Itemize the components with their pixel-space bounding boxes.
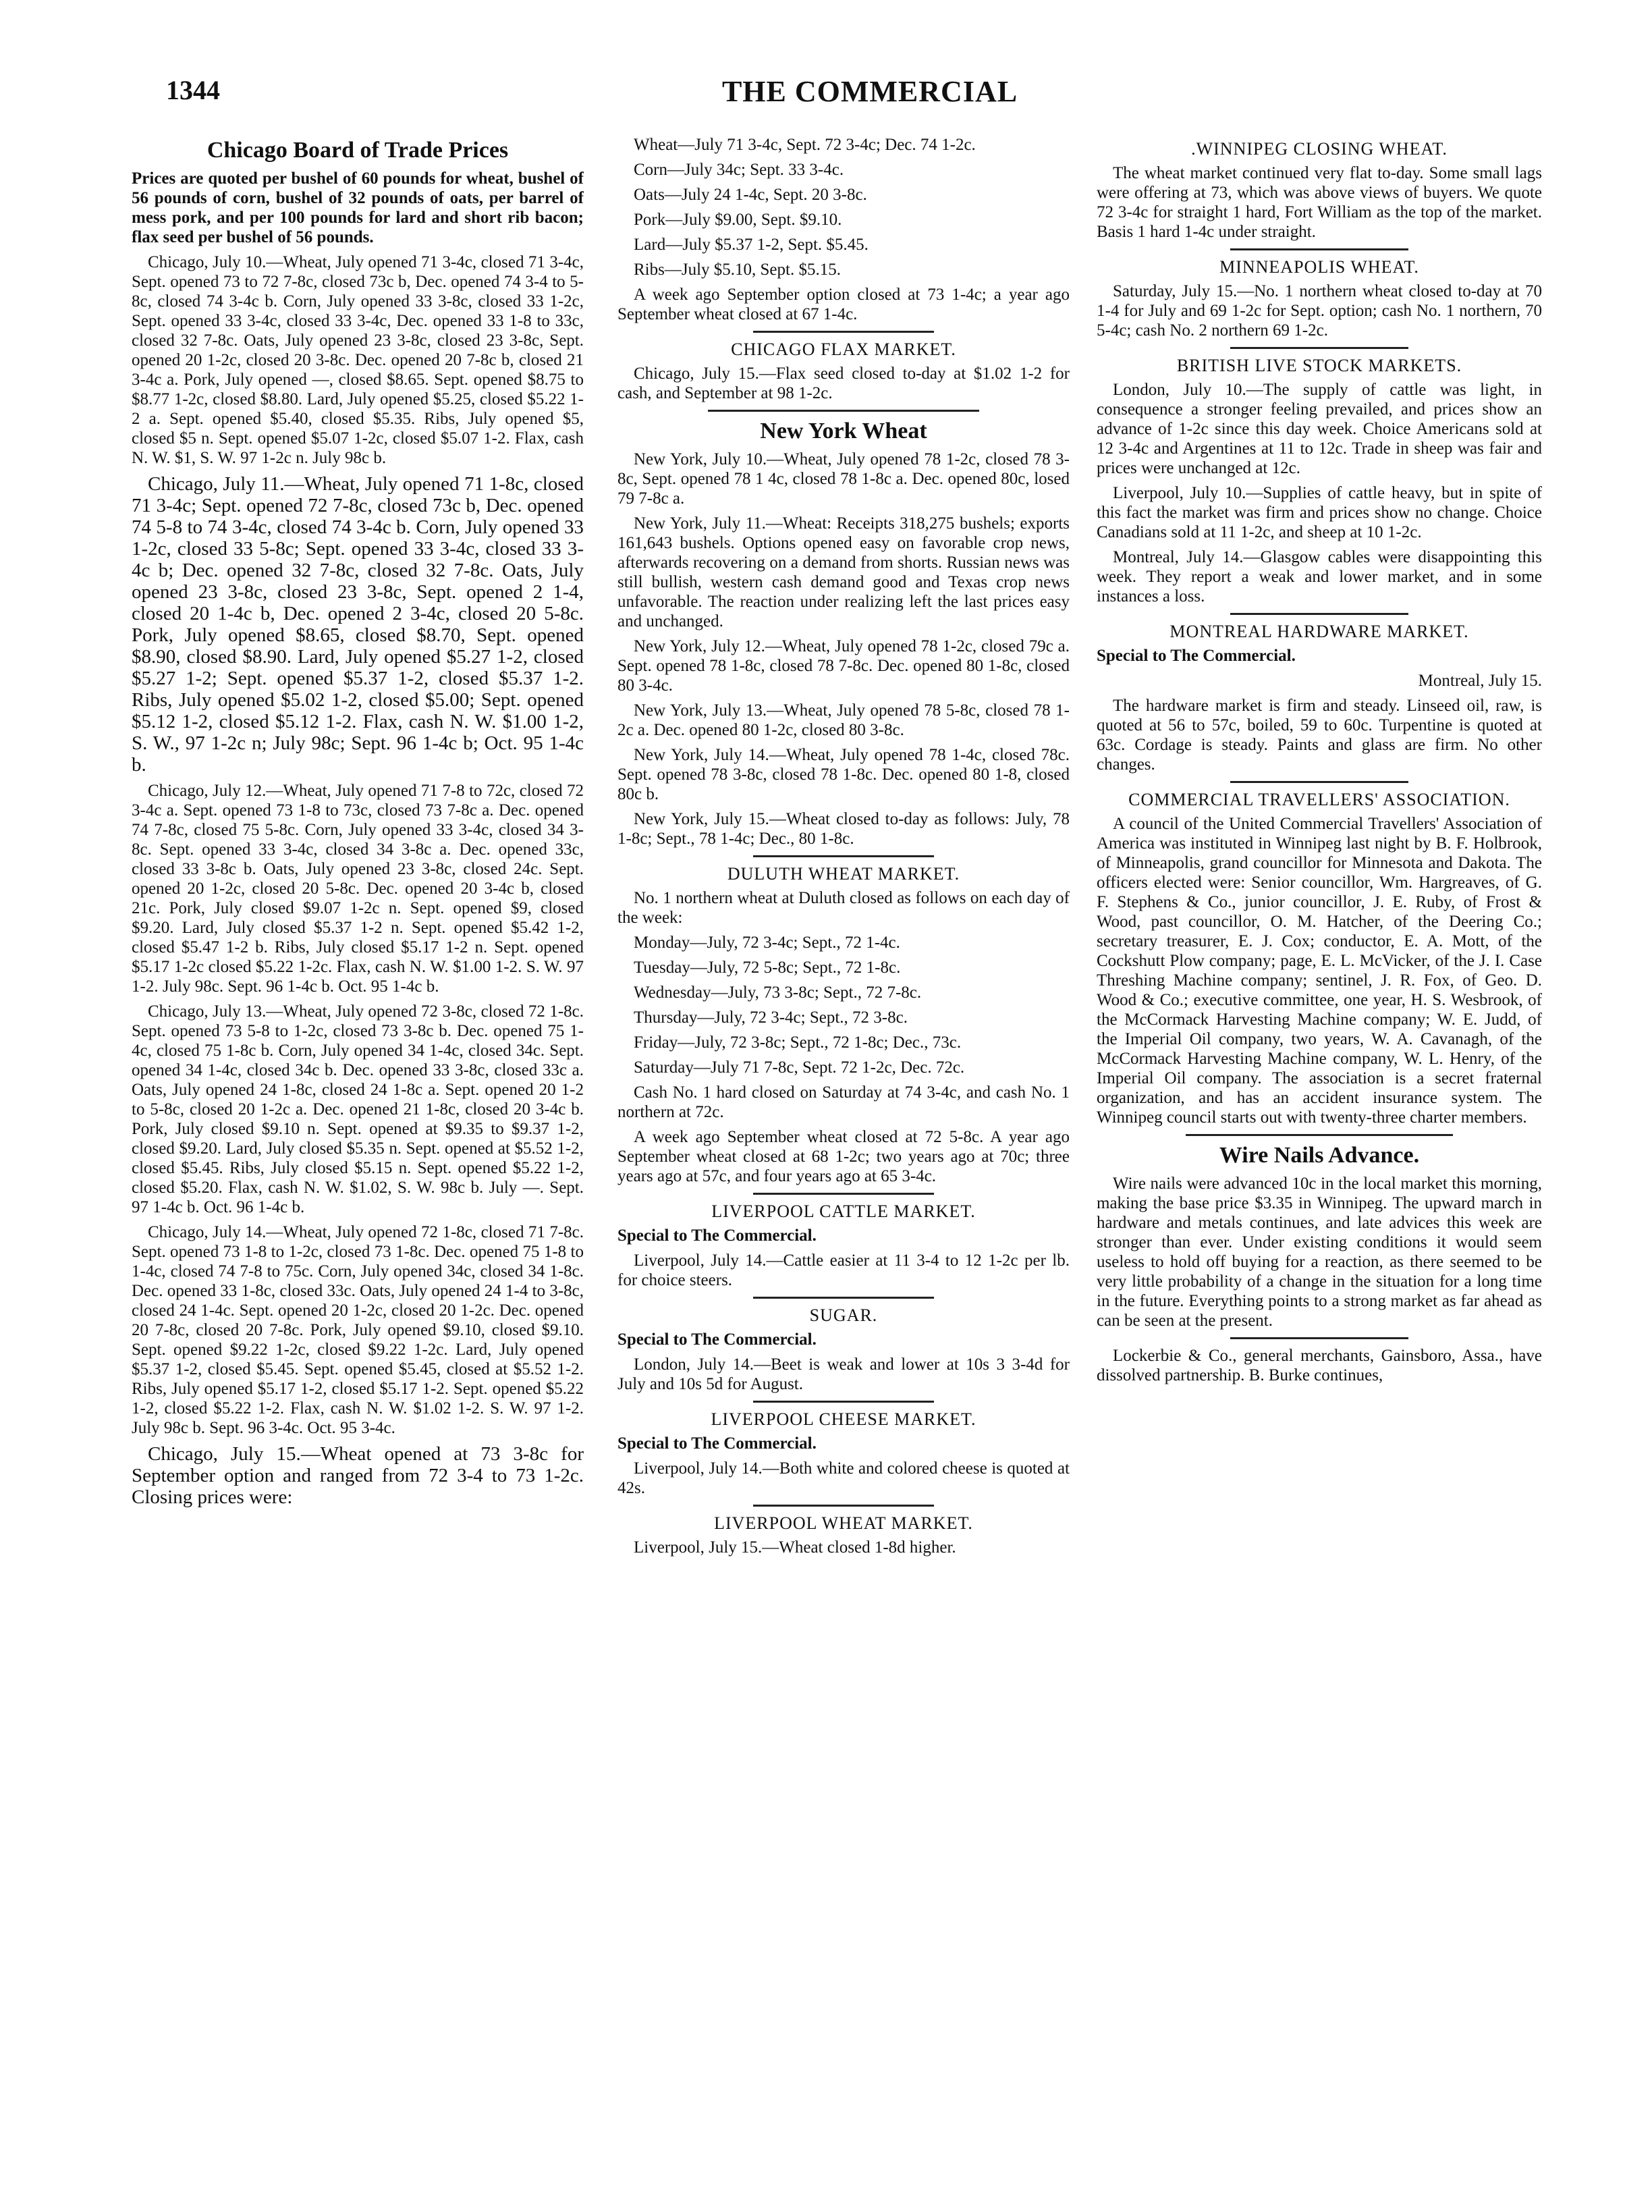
sugar-heading: SUGAR. xyxy=(809,1305,878,1325)
special-notice: Special to The Commercial. xyxy=(617,1434,817,1453)
stock-london: London, July 10.—The supply of cattle was light, in consequence a stronger feeling prevailed, and prices show an advance of 1-2c since this day week. Choice Americans sold at 12 3-4c and Argentines at 11 to 12c. Trade in sheep was fair and prices were unchanged at 12c. xyxy=(1097,381,1542,477)
column-3 xyxy=(1097,135,1542,2187)
divider xyxy=(1230,248,1408,250)
divider xyxy=(708,410,979,412)
cattle-report: Liverpool, July 14.—Cattle easier at 11 3-4 to 12 1-2c per lb. for choice steers. xyxy=(617,1251,1070,1289)
winnipeg-report: The wheat market continued very flat to-day. Some small lags were offering at 73, which was above views of buyers. We quote 72 3-4c for straight 1 hard, Fort William as the top of the market. Basis 1 hard 1-4c under straight. xyxy=(1097,164,1542,241)
sugar-report: London, July 14.—Beet is weak and lower at 10s 3 3-4d for July and 10s 5d for August. xyxy=(617,1355,1070,1393)
duluth-friday: Friday—July, 72 3-8c; Sept., 72 1-8c; Dec., 73c. xyxy=(634,1033,962,1052)
special-notice: Special to The Commercial. xyxy=(617,1330,817,1349)
divider xyxy=(753,855,934,857)
hardware-report: The hardware market is firm and steady. Linseed oil, raw, is quoted at 56 to 57c, boiled, 59 to 60c. Turpentine is quoted at 63c. Cordage is steady. Paints and glass are firm. No other changes. xyxy=(1097,697,1542,774)
divider xyxy=(1186,1134,1453,1136)
chicago-report-july-11: Chicago, July 11.—Wheat, July opened 71 1-8c, closed 71 3-4c; Sept. opened 72 7-8c, closed 73c b, Dec. opened 74 5-8 to 74 3-4c, closed 74 3-4c b. Corn, July opened 33 1-2c, closed 33 5-8c; Sept. opened 33 3-4c, closed 33 3-4c b; Dec. opened 32 7-8c, closed 32 7-8c. Oats, July opened 23 3-8c, closed 23 3-8c, Sept. opened 2 1-4, closed 20 1-4c b, Dec. opened 2 3-4c, closed 20 5-8c. Pork, July opened $8.65, closed $8.70, Sept. opened $8.90, closed $8.90. Lard, July opened $5.27 1-2, closed $5.27 1-2; Sept. opened $5.37 1-2, closed $5.37 1-2. Ribs, July opened $5.02 1-2, closed $5.00; Sept. opened $5.12 1-2, closed $5.12 1-2. Flax, cash N. W. $1.00 1-2, S. W., 97 1-2c n; July 98c; Sept. 96 1-4c b; Oct. 95 1-4c b. xyxy=(132,473,584,776)
ny-report-july-14: New York, July 14.—Wheat, July opened 78 1-4c, closed 78c. Sept. opened 78 3-8c, closed 78 1-8c. Dec. opened 80 1-8, closed 80c b. xyxy=(617,746,1070,803)
chicago-report-july-12: Chicago, July 12.—Wheat, July opened 71 7-8 to 72c, closed 72 3-4c a. Sept. opened 73 1-8 to 73c, closed 73 7-8c a. Dec. opened 74 7-8c, closed 75 5-8c. Corn, July opened 33 3-4c, closed 34 3-8c. Sept. opened 33 3-4c, closed 34 3-8c a. Dec. opened 33c, closed 33 3-8c b. Oats, July opened 23 3-8c, closed 24c. Sept. opened 20 1-2c, closed 20 5-8c. Dec. opened 20 3-4c b, closed 21c. Pork, July closed $9.07 1-2c n. Sept. opened $9, closed $9.20. Lard, July closed $5.37 1-2 n. Sept. opened $5.42 1-2, closed $5.47 1-2 b. Ribs, July closed $5.17 1-2 n. Sept. opened $5.17 1-2c closed $5.22 1-2c. Flax, cash N. W. $1.00 1-2. S. W. 97 1-2. July 98c. Sept. 96 1-4c b. Oct. 95 1-4c b. xyxy=(132,782,584,996)
new-york-heading: New York Wheat xyxy=(760,419,927,443)
travellers-heading: COMMERCIAL TRAVELLERS' ASSOCIATION. xyxy=(1128,790,1510,809)
liverpool-wheat-heading: LIVERPOOL WHEAT MARKET. xyxy=(714,1513,973,1533)
duluth-cash: Cash No. 1 hard closed on Saturday at 74 3-4c, and cash No. 1 northern at 72c. xyxy=(617,1083,1070,1121)
ny-report-july-12: New York, July 12.—Wheat, July opened 78 1-2c, closed 79c a. Sept. opened 78 1-8c, closed 78 7-8c. Dec. opened 80 1-8c, closed 80 3-4c. xyxy=(617,637,1070,695)
wire-nails-report: Wire nails were advanced 10c in the local market this morning, making the base price $3.35 in Winnipeg. The upward march in hardware and metals continues, and late advices this week are stronger than ever. Under existing conditions it would seem useless to hold off buying for a reaction, as there seemed to be very little probability of a change in the situation for a long time in the future. Everything points to a strong market as far ahead as can be seen at the present. xyxy=(1097,1175,1542,1330)
chicago-report-july-10: Chicago, July 10.—Wheat, July opened 71 3-4c, closed 71 3-4c, Sept. opened 73 to 72 7-8c, closed 73c b, Dec. opened 74 3-4 to 5-8c, closed 74 3-4c b. Corn, July opened 33 3-8c, closed 33 1-2c, Sept. opened 33 3-4c, closed 33 3-4c, Dec. opened 33 1-8 to 33c, closed 32 7-8c. Oats, July opened 23 3-8c, closed 23 3-8c, Sept. opened 20 1-2c, closed 20 3-8c. Dec. opened 20 7-8c b, closed 21 3-4c a. Pork, July opened —, closed $8.65. Sept. opened $8.75 to $8.77 1-2c, closed $8.80. Lard, July opened $5.25, closed $5.22 1-2 a. Sept. opened $5.40, closed $5.35. Ribs, July opened $5, closed $5 n. Sept. opened $5.07 1-2c, closed $5.07 1-2. Flax, cash N. W. $1, S. W. 97 1-2c n. July 98c b. xyxy=(132,253,584,467)
flax-heading: CHICAGO FLAX MARKET. xyxy=(731,340,956,359)
closing-price-corn: Corn—July 34c; Sept. 33 3-4c. xyxy=(634,161,844,179)
hardware-heading: MONTREAL HARDWARE MARKET. xyxy=(1169,622,1469,641)
cheese-heading: LIVERPOOL CHEESE MARKET. xyxy=(711,1409,976,1429)
divider xyxy=(753,1401,934,1403)
chicago-board-heading: Chicago Board of Trade Prices xyxy=(206,138,509,163)
ny-report-july-15: New York, July 15.—Wheat closed to-day as follows: July, 78 1-8c; Sept., 78 1-4c; Dec., 80 1-8c. xyxy=(617,810,1070,848)
ny-report-july-13: New York, July 13.—Wheat, July opened 78 5-8c, closed 78 1-2c a. Dec. opened 80 1-2c, closed 80 3-8c. xyxy=(617,701,1070,739)
divider xyxy=(1230,1337,1408,1339)
page-header xyxy=(155,74,1585,115)
cheese-report: Liverpool, July 14.—Both white and colored cheese is quoted at 42s. xyxy=(617,1459,1070,1497)
ny-report-july-10: New York, July 10.—Wheat, July opened 78 1-2c, closed 78 3-8c, Sept. opened 78 1 4c, closed 78 1-8c a. Dec. opened 80c, losed 79 7-8c a. xyxy=(617,450,1070,508)
divider xyxy=(753,331,934,333)
divider xyxy=(1230,347,1408,349)
stock-montreal: Montreal, July 14.—Glasgow cables were disappointing this week. They report a weak and lower market, and in some instances a loss. xyxy=(1097,548,1542,605)
ny-report-july-11: New York, July 11.—Wheat: Receipts 318,275 bushels; exports 161,643 bushels. Options opened easy on favorable crop news, afterwards recovering on a demand from shorts. Russian news was still bullish, western cash demand good and Texas crop news unfavorable. The reaction under realizing left the last prices easy and unchanged. xyxy=(617,514,1070,630)
closing-price-wheat: Wheat—July 71 3-4c, Sept. 72 3-4c; Dec. 74 1-2c. xyxy=(634,136,976,154)
live-stock-heading: BRITISH LIVE STOCK MARKETS. xyxy=(1176,356,1462,375)
duluth-tuesday: Tuesday—July, 72 5-8c; Sept., 72 1-8c. xyxy=(634,959,901,977)
cattle-heading: LIVERPOOL CATTLE MARKET. xyxy=(711,1202,976,1221)
duluth-saturday: Saturday—July 71 7-8c, Sept. 72 1-2c, Dec. 72c. xyxy=(634,1058,965,1077)
wire-nails-heading: Wire Nails Advance. xyxy=(1219,1143,1420,1168)
winnipeg-heading: .WINNIPEG CLOSING WHEAT. xyxy=(1191,139,1448,159)
minneapolis-report: Saturday, July 15.—No. 1 northern wheat closed to-day at 70 1-4 for July and 69 1-2c for Sept. option; cash No. 1 northern, 70 5-4c; cash No. 2 northern 69 1-2c. xyxy=(1097,282,1542,340)
divider xyxy=(753,1505,934,1507)
divider xyxy=(753,1193,934,1195)
travellers-report: A council of the United Commercial Travellers' Association of America was instituted in Winnipeg last night by B. F. Holbrook, of Minneapolis, grand councillor for Minnesota and Dakota. The officers elected were: Senior councillor, Wm. Hargreaves, of G. F. Stephens & Co., junior councillor, J. E. Ruby, of Frost & Wood, past councillor, O. M. Hatcher, of the Deering Co.; secretary treasurer, E. J. Cox; conductor, E. A. Mott, of the Cockshutt Plow company; page, E. L. McVicker, of the J. I. Case Threshing Machine company; sentinel, J. R. Fox, of Geo. D. Wood & Co.; executive committee, one year, H. S. Wesbrook, of the McCormack Harvesting Machine company; W. E. Judd, of the Imperial Oil company, two years, W. A. Cavanagh, of the McCormack Harvesting Machine company, W. L. Henry, of the Imperial Oil company. The association is a secret fraternal organization, and has an accident insurance system. The Winnipeg council starts out with twenty-three charter members. xyxy=(1097,815,1542,1127)
publication-title: THE COMMERCIAL xyxy=(721,75,1018,108)
closing-price-pork: Pork—July $9.00, Sept. $9.10. xyxy=(634,211,842,229)
chicago-report-july-13: Chicago, July 13.—Wheat, July opened 72 3-8c, closed 72 1-8c. Sept. opened 73 5-8 to 1-2c, closed 73 3-8c b. Dec. opened 75 1-4c, closed 75 1-8c b. Corn, July opened 34 1-4c, closed 34c. Sept. opened 34 1-4c, closed 34c b. Dec. opened 33 3-8c, closed 33c a. Oats, July opened 24 1-8c, closed 24 1-8c a. Sept. opened 20 1-2 to 5-8c, closed 20 1-2c a. Dec. opened 21 1-8c, closed 20 3-4c b. Pork, July closed $9.10 n. Sept. opened at $9.35 to $9.37 1-2, closed $9.20. Lard, July closed $5.35 n. Sept. opened at $5.52 1-2, closed $5.45. Ribs, July closed $5.15 n. Sept. opened $5.22 1-2, closed $5.20. Flax, cash N. W. $1.02, S. W. 98c b. July —. Sept. 97 1-4c b. Oct. 96 1-4c b. xyxy=(132,1002,584,1216)
duluth-heading: DULUTH WHEAT MARKET. xyxy=(727,864,960,884)
flax-report: Chicago, July 15.—Flax seed closed to-day at $1.02 1-2 for cash, and September at 98 1-2c. xyxy=(617,365,1070,402)
column-2 xyxy=(617,135,1070,2187)
week-ago-note: A week ago September option closed at 73 1-4c; a year ago September wheat closed at 67 1-4c. xyxy=(617,286,1070,323)
duluth-thursday: Thursday—July, 72 3-4c; Sept., 72 3-8c. xyxy=(634,1008,908,1027)
closing-price-oats: Oats—July 24 1-4c, Sept. 20 3-8c. xyxy=(634,186,867,204)
duluth-wednesday: Wednesday—July, 73 3-8c; Sept., 72 7-8c. xyxy=(634,983,922,1002)
hardware-dateline: Montreal, July 15. xyxy=(1418,672,1542,690)
chicago-report-july-14: Chicago, July 14.—Wheat, July opened 72 1-8c, closed 71 7-8c. Sept. opened 73 1-8 to 1-2c, closed 73 1-8c. Dec. opened 75 1-8 to 1-4c, closed 74 7-8 to 75c. Corn, July opened 34c, closed 34 1-8c. Dec. opened 33 1-8c, closed 33c. Oats, July opened 24 1-4 to 3-8c, closed 24 1-4c. Sept. opened 20 1-2c, closed 20 1-2c. Dec. opened 20 7-8c, closed 20 7-8c. Pork, July opened $9.10, closed $9.10. Sept. opened $9.22 1-2c, closed $9.22 1-2c. Lard, July opened $5.37 1-2, closed $5.45. Sept. opened $5.45, closed at $5.52 1-2. Ribs, July opened $5.17 1-2, closed $5.17 1-2. Sept. opened $5.22 1-2, closed $5.22 1-2. Flax, cash N. W. $1.02 1-2. S. W. 97 1-2. July 98c b. Sept. 96 3-4c. Oct. 95 3-4c. xyxy=(132,1223,584,1437)
duluth-intro: No. 1 northern wheat at Duluth closed as follows on each day of the week: xyxy=(617,889,1070,927)
stock-liverpool: Liverpool, July 10.—Supplies of cattle heavy, but in spite of this fact the market was firm and prices show no change. Choice Canadians sold at 11 1-2c, and sheep at 10 1-2c. xyxy=(1097,484,1542,541)
duluth-week-ago: A week ago September wheat closed at 72 5-8c. A year ago September wheat closed at 68 1-2c; two years ago at 70c; three years ago at 57c, and four years ago at 65 3-4c. xyxy=(617,1128,1070,1185)
divider xyxy=(753,1297,934,1299)
column-1 xyxy=(132,135,584,2187)
closing-price-lard: Lard—July $5.37 1-2, Sept. $5.45. xyxy=(634,236,869,254)
divider xyxy=(1230,781,1408,783)
closing-price-ribs: Ribs—July $5.10, Sept. $5.15. xyxy=(634,261,841,279)
lockerbie-notice: Lockerbie & Co., general merchants, Gainsboro, Assa., have dissolved partnership. B. Burke continues, xyxy=(1097,1347,1542,1384)
special-notice: Special to The Commercial. xyxy=(617,1226,817,1245)
special-notice: Special to The Commercial. xyxy=(1097,647,1296,665)
divider xyxy=(1230,613,1408,615)
chicago-intro: Prices are quoted per bushel of 60 pounds for wheat, bushel of 56 pounds of corn, bushel of 32 pounds of oats, per barrel of mess pork, and per 100 pounds for lard and short rib bacon; flax seed per bushel of 56 pounds. xyxy=(132,169,584,246)
minneapolis-heading: MINNEAPOLIS WHEAT. xyxy=(1219,257,1419,277)
liverpool-wheat-report: Liverpool, July 15.—Wheat closed 1-8d higher. xyxy=(634,1538,956,1557)
chicago-report-july-15: Chicago, July 15.—Wheat opened at 73 3-8c for September option and ranged from 72 3-4 to 73 1-2c. Closing prices were: xyxy=(132,1443,584,1508)
duluth-monday: Monday—July, 72 3-4c; Sept., 72 1-4c. xyxy=(634,934,900,952)
page-number: 1344 xyxy=(166,75,220,105)
